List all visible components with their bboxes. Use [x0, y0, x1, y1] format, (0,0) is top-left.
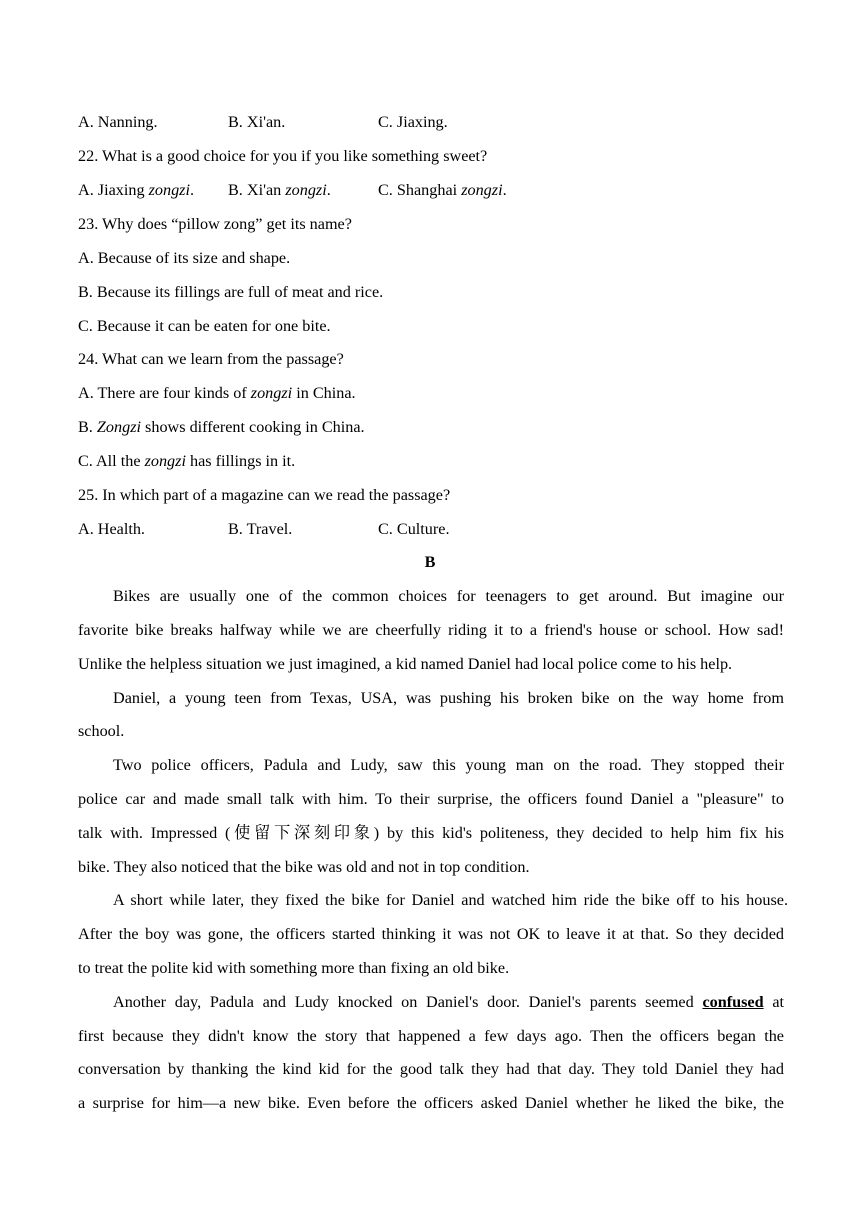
- q25-question: 25. In which part of a magazine can we read the passage?: [78, 486, 451, 504]
- passage-p1-line-3: Unlike the helpless situation we just imagined, a kid named Daniel had local police come to his help.: [78, 655, 733, 673]
- passage-p5-line-1: Another day, Padula and Ludy knocked on Daniel's door. Daniel's parents seemed confused at: [113, 993, 785, 1011]
- q24-question: 24. What can we learn from the passage?: [78, 350, 344, 368]
- q25-option-a: A. Health.: [78, 520, 145, 538]
- q21-option-a: A. Nanning.: [78, 113, 158, 131]
- q23-option-c: C. Because it can be eaten for one bite.: [78, 317, 331, 335]
- passage-p5-line-2: first because they didn't know the story that happened a few days ago. Then the officers began the: [78, 1027, 784, 1045]
- q21-option-c: C. Jiaxing.: [378, 113, 448, 131]
- underlined-word: confused: [702, 993, 764, 1011]
- q25-option-c: C. Culture.: [378, 520, 450, 538]
- q23-option-a: A. Because of its size and shape.: [78, 249, 291, 267]
- passage-p3-line-1: Two police officers, Padula and Ludy, saw this young man on the road. They stopped their: [113, 756, 784, 774]
- q22-option-a: A. Jiaxing zongzi.: [78, 181, 195, 199]
- section-heading: B: [424, 553, 436, 571]
- q25-option-b: B. Travel.: [228, 520, 293, 538]
- q23-question: 23. Why does “pillow zong” get its name?: [78, 215, 352, 233]
- passage-p3-line-2: police car and made small talk with him. To their surprise, the officers found Daniel a "pleasure" to: [78, 790, 784, 808]
- q21-option-b: B. Xi'an.: [228, 113, 286, 131]
- passage-p2-line-2: school.: [78, 722, 125, 740]
- passage-p3-line-3: talk with. Impressed (使留下深刻印象) by this kid's politeness, they decided to help him fix his: [78, 824, 784, 842]
- passage-p4-line-1: A short while later, they fixed the bike for Daniel and watched him ride the bike off to his house.: [113, 891, 788, 909]
- q22-option-b: B. Xi'an zongzi.: [228, 181, 331, 199]
- q24-option-b: B. Zongzi shows different cooking in China.: [78, 418, 365, 436]
- q22-question: 22. What is a good choice for you if you like something sweet?: [78, 147, 488, 165]
- passage-p4-line-2: After the boy was gone, the officers started thinking it was not OK to leave it at that. So they decided: [78, 925, 784, 943]
- passage-p5-line-3: conversation by thanking the kind kid for the good talk they had that day. They told Daniel they had: [78, 1060, 784, 1078]
- passage-p2-line-1: Daniel, a young teen from Texas, USA, was pushing his broken bike on the way home from: [113, 689, 784, 707]
- q22-option-c: C. Shanghai zongzi.: [378, 181, 507, 199]
- passage-p1-line-1: Bikes are usually one of the common choices for teenagers to get around. But imagine our: [113, 587, 784, 605]
- q23-option-b: B. Because its fillings are full of meat and rice.: [78, 283, 384, 301]
- passage-p3-line-4: bike. They also noticed that the bike was old and not in top condition.: [78, 858, 530, 876]
- q24-option-a: A. There are four kinds of zongzi in China.: [78, 384, 356, 402]
- passage-p5-line-4: a surprise for him—a new bike. Even before the officers asked Daniel whether he liked the bike, the: [78, 1094, 784, 1112]
- passage-p1-line-2: favorite bike breaks halfway while we are cheerfully riding it to a friend's house or school. How sad!: [78, 621, 784, 639]
- q24-option-c: C. All the zongzi has fillings in it.: [78, 452, 296, 470]
- passage-p4-line-3: to treat the polite kid with something more than fixing an old bike.: [78, 959, 510, 977]
